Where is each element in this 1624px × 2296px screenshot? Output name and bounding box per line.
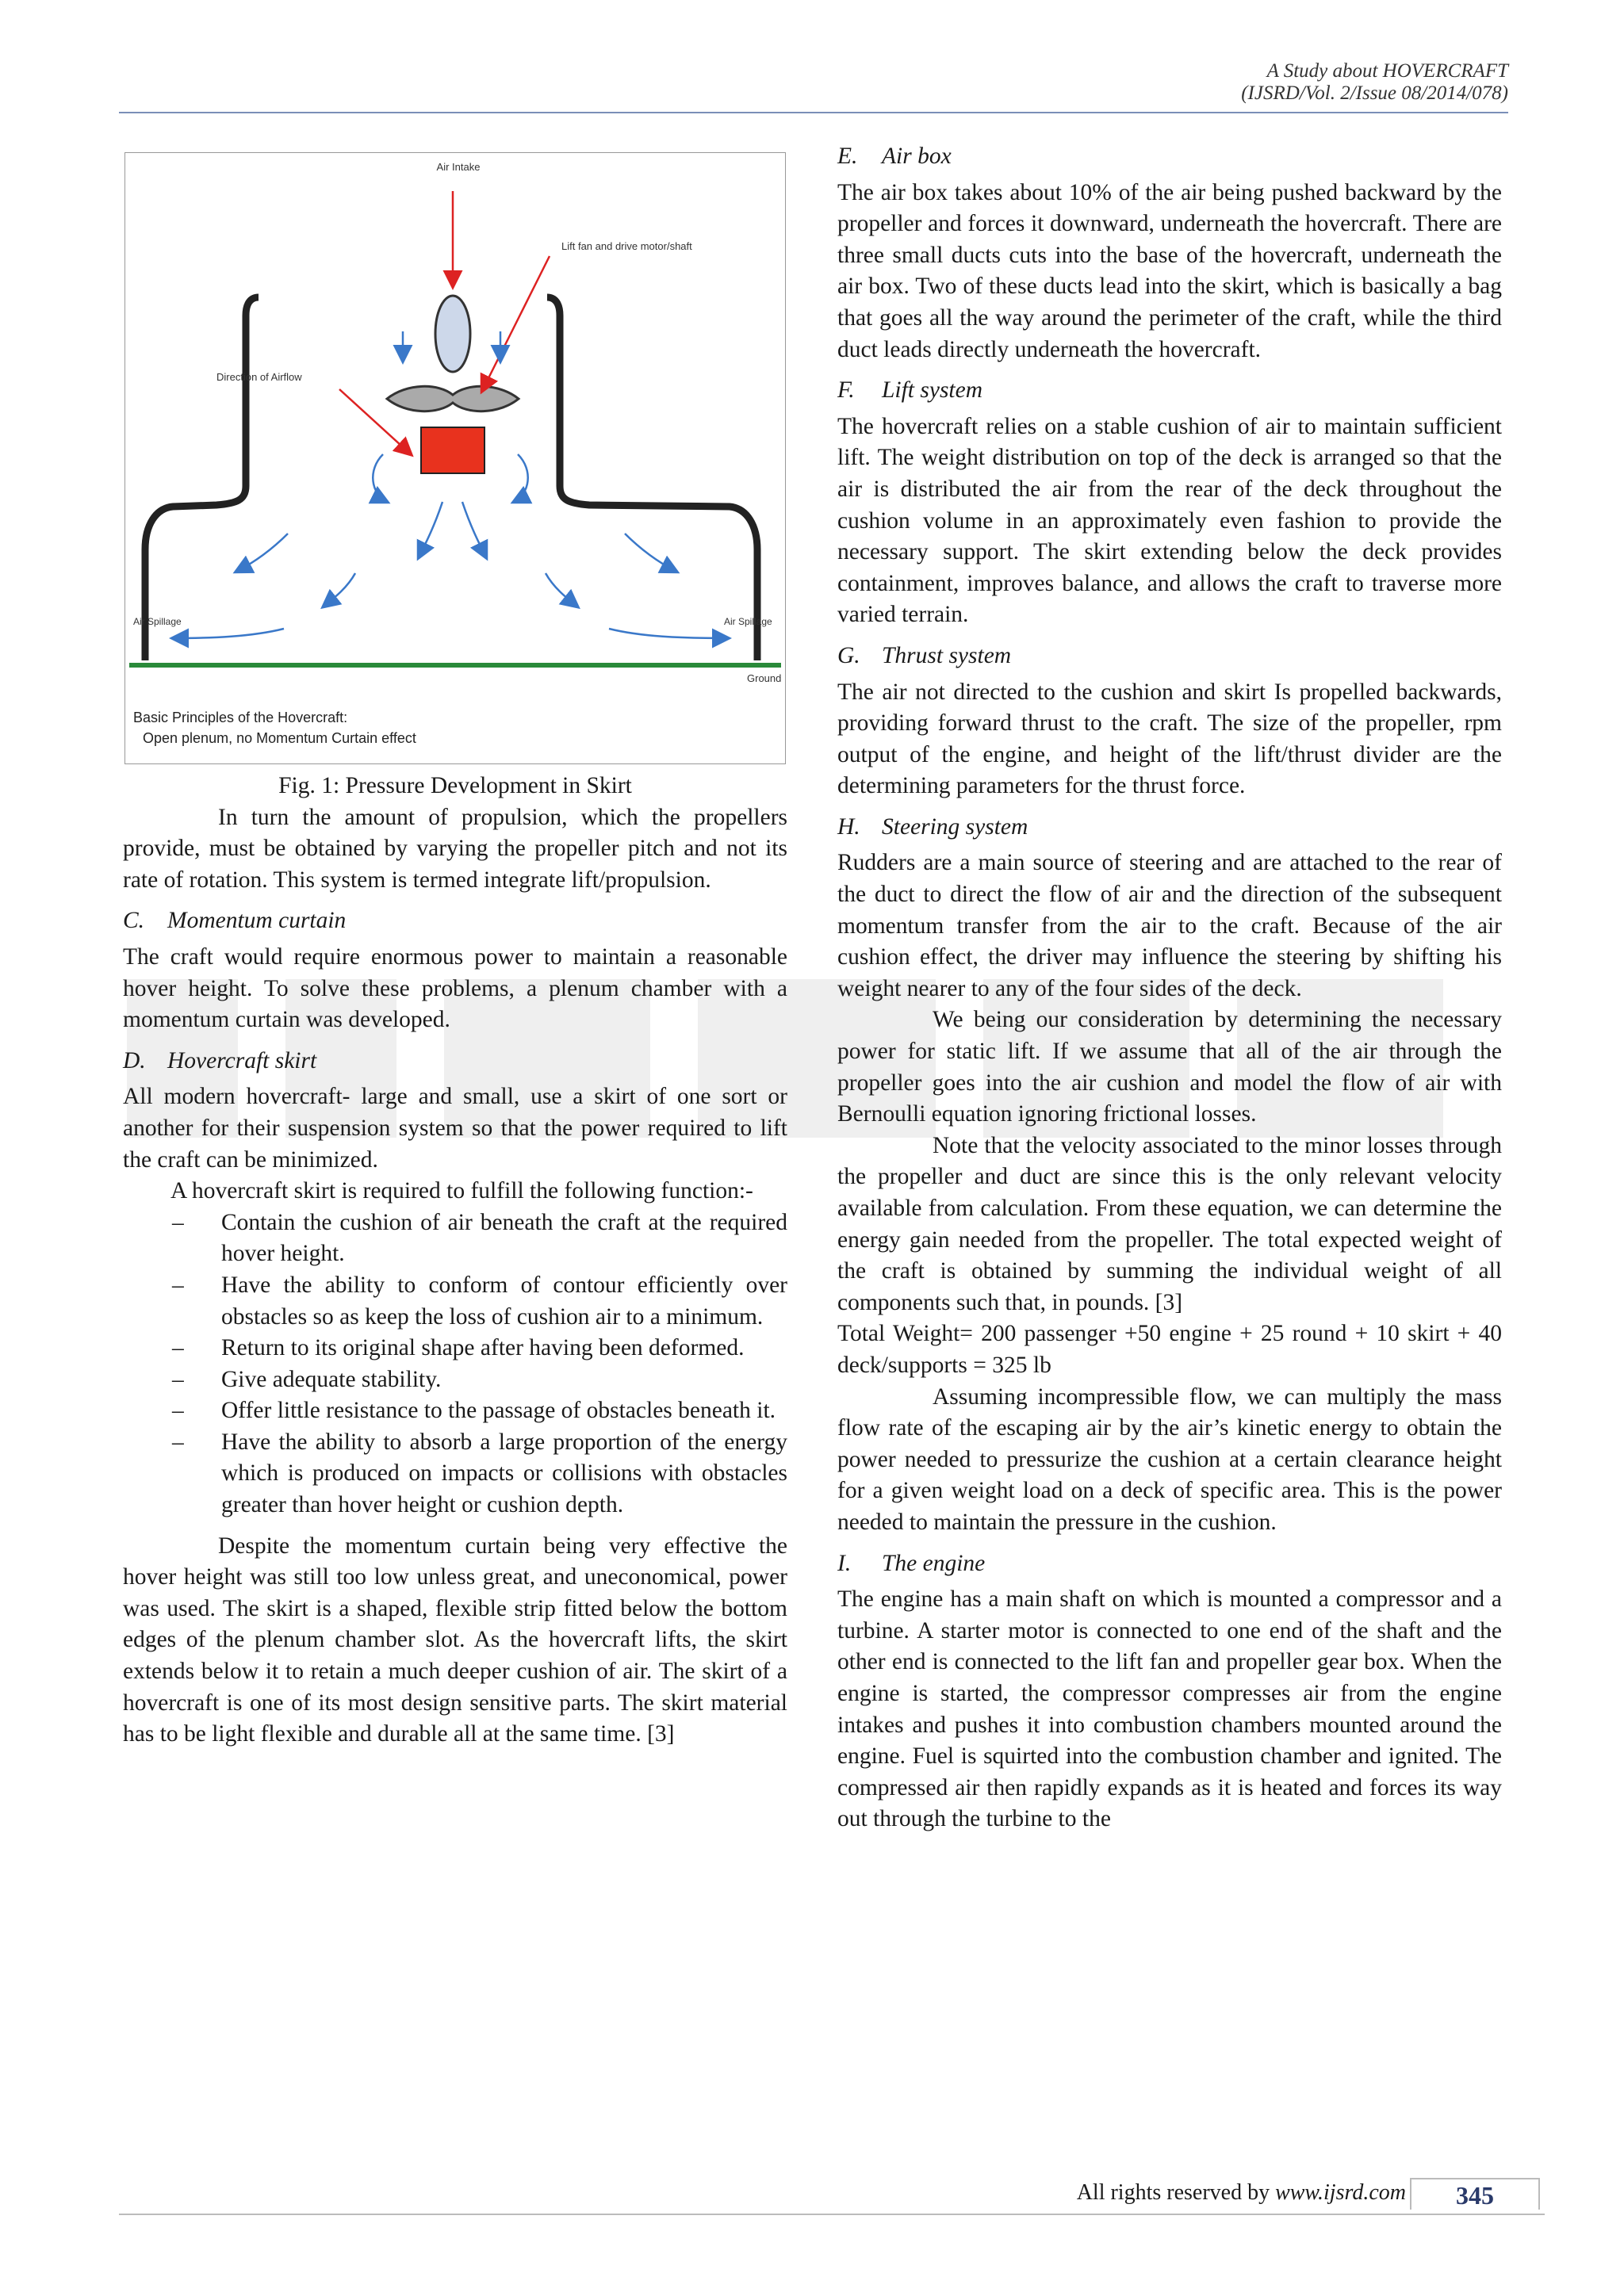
header-rule (119, 112, 1508, 113)
list-item: – Have the ability to absorb a large proportion of the energy which is produced on impacts or collisions with obstacles greater than hover height or cushion depth. (123, 1427, 787, 1521)
section-number: E. (837, 144, 858, 169)
list-item: – Give adequate stability. (123, 1364, 787, 1396)
section-heading-g (837, 641, 1502, 672)
paragraph: A hovercraft skirt is required to fulfill the following function:- (170, 1178, 753, 1204)
paragraph: In turn the amount of propulsion, which the propellers provide, must be obtained by varying the propeller pitch and not its rate of rotation. This system is termed integrate lift/propulsion. (123, 804, 787, 893)
header-ref: (IJSRD/Vol. 2/Issue 08/2014/078) (1241, 82, 1508, 104)
section-number: H. (837, 813, 860, 840)
paragraph: The air box takes about 10% of the air being pushed backward by the propeller and forces it downward, underneath the hovercraft. There are three small ducts cuts into the base of the hovercraft, underneath the air box. Two of these ducts lead into the skirt, which is basically a bag that goes all the way around the perimeter of the craft, while the third duct leads directly underneath the hovercraft. (837, 179, 1502, 362)
list-item: – Have the ability to conform of contour efficiently over obstacles so as keep the loss of cushion air to a minimum. (123, 1270, 787, 1333)
section-heading-i (837, 1548, 1502, 1580)
header-title: A Study about HOVERCRAFT (1266, 60, 1508, 82)
section-heading-c (123, 905, 787, 937)
section-heading-e (837, 141, 1502, 173)
motor-block (421, 427, 485, 473)
paragraph: Assuming incompressible flow, we can multiply the mass flow rate of the escaping air by the air’s kinetic energy to obtain the power needed to pressurize the cushion at a certain clearance height for a given weight load on a deck of specific area. This is the power needed to maintain the pressure in the cushion. (837, 1383, 1502, 1535)
footer-copyright (1077, 2180, 1406, 2206)
section-number: F. (837, 377, 855, 404)
section-number: D. (123, 1047, 146, 1073)
paragraph: The engine has a main shaft on which is mounted a compressor and a turbine. A starter motor is connected to one end of the shaft and the other end is connected to the lift fan and propeller gear box. When the engine is started, the compressor compresses air from the engine intakes and pushes it into combustion chambers mounted around the engine. Fuel is squirted into the combustion chamber and ignited. The compressed air then rapidly expands as it is heated and forces its way out through the turbine to the (837, 1586, 1502, 1832)
list-item: – Return to its original shape after having been deformed. (123, 1333, 787, 1364)
footer-rule (119, 2214, 1545, 2215)
list-item: – Contain the cushion of air beneath the craft at the required hover height. (123, 1207, 787, 1270)
paragraph: The hovercraft relies on a stable cushion of air to maintain sufficient lift. The weight distribution on top of the deck is arranged so that the air is distributed the air from the rear of the deck throughout the cushion volume in an approximately even fashion to provide the necessary support. The skirt extending below the deck provides containment, improves balance, and allows the craft to traverse more varied terrain. (837, 413, 1502, 628)
label-air-spillage-right: Air Spillage (724, 616, 772, 627)
label-basic-2: Open plenum, no Momentum Curtain effect (143, 730, 416, 746)
left-column (123, 143, 787, 1751)
fan-spinner (435, 296, 470, 372)
paragraph: Despite the momentum curtain being very effective the hover height was still too low unless great, and uneconomical, power was used. The skirt is a shaped, flexible strip fitted below the bottom edges of the plenum chamber slot. As the hovercraft lifts, the skirt extends below it to retain a much deeper cushion of air. The skirt of a hovercraft is one of its most design sensitive parts. The skirt material has to be light flexible and durable all at the same time. [3] (123, 1533, 787, 1747)
list-item: – Offer little resistance to the passage of obstacles beneath it. (123, 1395, 787, 1427)
paragraph: We being our consideration by determining the necessary power for static lift. If we assume that all of the air through the propeller goes into the air cushion and model the flow of air with Bernoulli equation ignoring frictional losses. (837, 1007, 1502, 1127)
label-lift-fan: Lift fan and drive motor/shaft (561, 240, 692, 252)
page-number: 345 (1410, 2178, 1540, 2210)
section-title: Steering system (882, 813, 1028, 840)
paragraph-weight: Total Weight= 200 passenger +50 engine + 25 round + 10 skirt + 40 deck/supports = 325 lb (837, 1321, 1502, 1378)
label-basic-1: Basic Principles of the Hovercraft: (133, 710, 348, 725)
hull-right (547, 297, 757, 660)
section-title: Lift system (882, 377, 983, 404)
footer-text: All rights reserved by (1076, 2180, 1276, 2205)
paragraph: The craft would require enormous power to maintain a reasonable hover height. To solve these problems, a plenum chamber with a momentum curtain was developed. (123, 943, 787, 1033)
paragraph: Note that the velocity associated to the minor losses through the propeller and duct are since this is the only relevant velocity available from calculation. From these equation, we can determine the energy gain needed from the propeller. The total expected weight of the craft is obtained by summing the individual weight of all components such that, in pounds. [3] (837, 1132, 1502, 1315)
section-title: Hovercraft skirt (167, 1047, 317, 1073)
section-number: C. (123, 908, 145, 934)
section-heading-f (837, 375, 1502, 407)
function-list (123, 1207, 787, 1521)
section-number: I. (837, 1550, 852, 1576)
diagram-svg (125, 153, 785, 763)
label-air-intake: Air Intake (436, 161, 481, 173)
section-number: G. (837, 642, 860, 668)
section-heading-h (837, 812, 1502, 844)
running-header (1241, 60, 1508, 105)
figure-caption: Fig. 1: Pressure Development in Skirt (278, 773, 632, 798)
section-heading-d (123, 1046, 787, 1077)
label-air-spillage-left: Air Spillage (133, 616, 182, 627)
section-title: Air box (882, 144, 952, 169)
section-title: Momentum curtain (167, 908, 347, 934)
label-direction-airflow: Direction of Airflow (216, 371, 302, 383)
section-title: The engine (882, 1550, 986, 1576)
paragraph: All modern hovercraft- large and small, use a skirt of one sort or another for their suspension system so that the power required to lift the craft can be minimized. (123, 1084, 787, 1173)
label-ground: Ground (747, 672, 782, 684)
right-column (837, 141, 1502, 1835)
footer-site-link[interactable]: www.ijsrd.com (1275, 2180, 1406, 2205)
section-title: Thrust system (882, 642, 1012, 668)
figure-hovercraft-diagram (124, 152, 786, 764)
fan-blades (387, 386, 519, 411)
paragraph: The air not directed to the cushion and skirt Is propelled backwards, providing forward thrust to the craft. The size of the propeller, rpm output of the engine, and height of the lift/thrust divider are the determining parameters for the thrust force. (837, 679, 1502, 799)
paragraph: Rudders are a main source of steering and are attached to the rear of the duct to direct the flow of air and the direction of the subsequent momentum transfer from the air to the craft. Because of the air cushion effect, the driver may influence the steering by shifting his weight nearer to any of the four sides of the deck. (837, 850, 1502, 1001)
hull-left (145, 297, 259, 660)
